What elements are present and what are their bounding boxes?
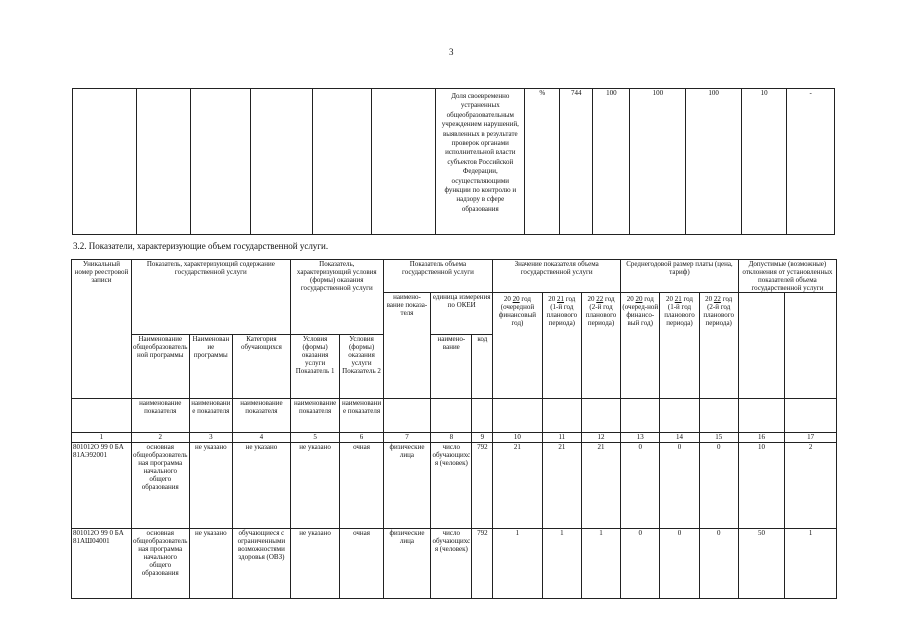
category-cell: обучающиеся с ограниченными возможностями здоровья (ОВЗ) <box>233 529 291 599</box>
column-number: 9 <box>472 433 493 443</box>
header-content: Показатель, характеризующий содержание государственной услуги <box>131 260 290 335</box>
header-volume: Показатель объема государственной услуги <box>383 260 492 293</box>
column-number: 6 <box>340 433 383 443</box>
column-number: 17 <box>785 433 837 443</box>
table-row <box>72 529 837 599</box>
condition1-cell: не указано <box>290 529 340 599</box>
header-deviation: Допустимые (возможные) отклонения от установленных показателей объема государственной услуги <box>738 260 836 293</box>
year-suffix: год (2-й год планового периода) <box>703 295 734 327</box>
empty-cell <box>581 399 620 433</box>
year-value: 22 <box>596 295 604 303</box>
empty-cell <box>785 293 837 399</box>
year-value: 20 <box>512 295 520 303</box>
condition2-cell: очная <box>340 443 383 529</box>
value-cell: 10 <box>741 89 786 235</box>
unit-cell: число обучающихся (человек) <box>431 529 472 599</box>
fee-cell: 0 <box>660 529 699 599</box>
empty-cell <box>660 399 699 433</box>
year-value: 22 <box>713 295 721 303</box>
year-prefix: 20 <box>705 295 713 303</box>
empty-cell <box>785 399 837 433</box>
value-cell: 21 <box>581 443 620 529</box>
header-year-3 <box>581 293 620 399</box>
indicator-name-label: наименование показателя <box>340 399 383 433</box>
year-suffix: год (1-й год планового периода) <box>664 295 695 327</box>
percent-cell: 50 <box>738 529 784 599</box>
year-value: 20 <box>635 295 643 303</box>
column-number: 16 <box>738 433 784 443</box>
year-prefix: 20 <box>503 295 511 303</box>
registry-number: 801012О 99 0 БА 81АЭ92001 <box>72 443 132 529</box>
program-cell: основная общеобразовательная программа начального общего образования <box>131 529 189 599</box>
fee-cell: 0 <box>621 529 660 599</box>
empty-cell <box>738 293 784 399</box>
header-year-1 <box>493 293 543 399</box>
year-prefix: 20 <box>626 295 634 303</box>
empty-cell <box>73 89 137 235</box>
empty-cell <box>738 399 784 433</box>
volume-indicator-table <box>71 259 837 599</box>
year-suffix: год (очеред-ной финансо-вый год) <box>622 295 659 327</box>
empty-cell <box>312 89 372 235</box>
column-number: 10 <box>493 433 543 443</box>
column-number: 14 <box>660 433 699 443</box>
empty-cell <box>190 89 250 235</box>
condition1-cell: не указано <box>290 443 340 529</box>
program2-cell: не указано <box>189 443 232 529</box>
header-unit: единица измерения по ОКЕИ <box>431 293 493 335</box>
column-number: 12 <box>581 433 620 443</box>
header-unique-number: Уникальный номер реестровой записи <box>72 260 132 399</box>
header-conditions: Показатель, характеризующий условия (формы) оказания государственной услуги <box>290 260 383 335</box>
unit-cell: % <box>525 89 560 235</box>
header-fee-year-2 <box>660 293 699 399</box>
value-cell: 100 <box>593 89 630 235</box>
empty-cell <box>383 399 430 433</box>
fee-cell: 0 <box>699 443 738 529</box>
absolute-cell: 1 <box>785 529 837 599</box>
year-prefix: 20 <box>548 295 556 303</box>
header-fee-year-3 <box>699 293 738 399</box>
empty-cell <box>493 399 543 433</box>
year-suffix: год (1-й год планового периода) <box>546 295 578 327</box>
empty-cell <box>542 399 581 433</box>
code-cell: 792 <box>472 443 493 529</box>
indicator-name-label: наименование показателя <box>233 399 291 433</box>
indicator-cell: физические лица <box>383 443 430 529</box>
empty-cell <box>72 399 132 433</box>
quality-indicator-table <box>72 88 835 235</box>
column-number: 8 <box>431 433 472 443</box>
column-number: 13 <box>621 433 660 443</box>
header-fee: Среднегодовой размер платы (цена, тариф) <box>621 260 739 293</box>
indicator-name-label: наименование показателя <box>189 399 232 433</box>
empty-cell <box>137 89 191 235</box>
column-numbers-row <box>72 433 837 443</box>
column-number: 1 <box>72 433 132 443</box>
program-cell: основная общеобразовательная программа начального общего образования <box>131 443 189 529</box>
year-value: 21 <box>674 295 682 303</box>
value-cell: 21 <box>542 443 581 529</box>
fee-cell: 0 <box>699 529 738 599</box>
fee-cell: 0 <box>660 443 699 529</box>
column-number: 2 <box>131 433 189 443</box>
value-cell: 100 <box>686 89 742 235</box>
value-cell: 1 <box>581 529 620 599</box>
header-value: Значение показателя объема государственной услуги <box>493 260 621 293</box>
indicator-name-label: наименование показателя <box>131 399 189 433</box>
empty-cell <box>472 399 493 433</box>
year-suffix: год (очередной финансовый год) <box>498 295 537 327</box>
year-prefix: 20 <box>665 295 673 303</box>
header-category: Категория обучающихся <box>233 335 291 399</box>
column-number: 15 <box>699 433 738 443</box>
empty-cell <box>431 399 472 433</box>
value-cell: 21 <box>493 443 543 529</box>
code-cell: 744 <box>560 89 593 235</box>
registry-number: 801012О 99 0 БА 81АШ04001 <box>72 529 132 599</box>
unit-cell: число обучающихся (человек) <box>431 443 472 529</box>
value-cell: - <box>787 89 835 235</box>
empty-cell <box>250 89 312 235</box>
table-row <box>72 443 837 529</box>
indicator-name-label: наименование показателя <box>290 399 340 433</box>
year-suffix: год (2-й год планового периода) <box>585 295 617 327</box>
empty-cell <box>372 89 436 235</box>
column-number: 7 <box>383 433 430 443</box>
value-cell: 1 <box>542 529 581 599</box>
header-program: Наименование программы <box>189 335 232 399</box>
value-cell: 100 <box>630 89 686 235</box>
header-volume-name: наимено-вание показа-теля <box>383 293 430 399</box>
empty-cell <box>621 399 660 433</box>
header-condition-2: Условия (формы) оказания услуги Показатель 2 <box>340 335 383 399</box>
header-condition-1: Условия (формы) оказания услуги Показатель 1 <box>290 335 340 399</box>
year-value: 21 <box>557 295 565 303</box>
fee-cell: 0 <box>621 443 660 529</box>
column-number: 5 <box>290 433 340 443</box>
header-program-name: Наименование общеобразовательной программы <box>131 335 189 399</box>
column-number: 4 <box>233 433 291 443</box>
empty-cell <box>699 399 738 433</box>
column-number: 11 <box>542 433 581 443</box>
header-year-2 <box>542 293 581 399</box>
header-unit-name: наимено-вание <box>431 335 472 399</box>
program2-cell: не указано <box>189 529 232 599</box>
indicator-cell: физические лица <box>383 529 430 599</box>
absolute-cell: 2 <box>785 443 837 529</box>
condition2-cell: очная <box>340 529 383 599</box>
year-prefix: 20 <box>587 295 595 303</box>
header-fee-year-1 <box>621 293 660 399</box>
section-title: 3.2. Показатели, характеризующие объем государственной услуги. <box>73 241 329 251</box>
header-code: код <box>472 335 493 399</box>
code-cell: 792 <box>472 529 493 599</box>
indicator-description: Доля своевременно устраненных общеобразовательным учреждением нарушений, выявленных в результате проверок органами исполнительной власти субъектов Российской Федерации, осуществляющими функции по контролю и надзору в сфере образования <box>436 89 525 235</box>
percent-cell: 10 <box>738 443 784 529</box>
category-cell: не указано <box>233 443 291 529</box>
page-number: 3 <box>449 47 454 57</box>
value-cell: 1 <box>493 529 543 599</box>
column-number: 3 <box>189 433 232 443</box>
